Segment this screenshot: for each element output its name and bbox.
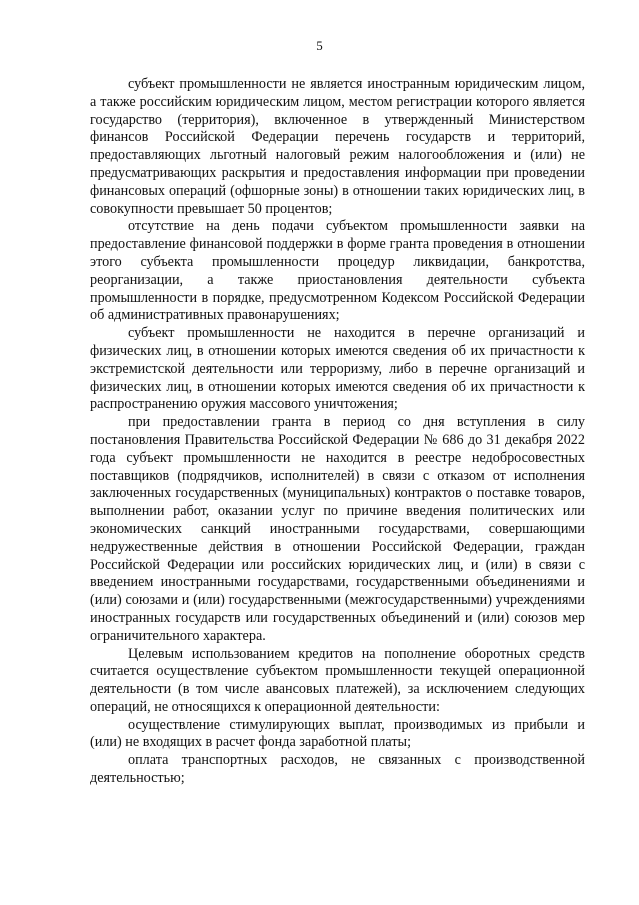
paragraph-foreign-entity-condition: субъект промышленности не является иностранным юридическим лицом, а также российским юридическим лицом, местом регистрации которого является государство (территория), включенное в утвержденный Министерством финансов Российской Федерации перечень государств и территорий, предоставляющих льготный налоговый режим налогообложения и (или) не предусматривающих раскрытия и предоставления информации при проведении финансовых операций (офшорные зоны) в отношении таких юридических лиц, в совокупности превышает 50 процентов;: [90, 76, 585, 217]
paragraph-loan-target-use: Целевым использованием кредитов на пополнение оборотных средств считается осуществление субъектом промышленности текущей операционной деятельности (в том числе авансовых платежей), за исключением следующих операций, не относящихся к операционной деятельности:: [90, 645, 585, 715]
paragraph-unreliable-suppliers-condition: при предоставлении гранта в период со дня вступления в силу постановления Правительства Российской Федерации № 686 до 31 декабря 2022 года субъект промышленности не находится в реестре недобросовестных поставщиков (подрядчиков, исполнителей) в связи с отказом от исполнения заключенных государственных (муниципальных) контрактов о поставке товаров, выполнении работ, оказании услуг по причине введения политических или экономических санкций иностранными государствами, совершающими недружественные действия в отношении Российской Федерации, граждан Российской Федерации или российских юридических лиц, и (или) в связи с введением иностранными государствами, государственными объединениями и (или) союзами и (или) государственными (межгосударственными) учреждениями иностранных государств или государственных объединений и (или) союзов мер ограничительного характера.: [90, 414, 585, 644]
paragraph-transport-costs: оплата транспортных расходов, не связанных с производственной деятельностью;: [90, 752, 585, 787]
page-number: 5: [316, 38, 323, 53]
document-body: [90, 76, 585, 788]
paragraph-no-extremism-list-condition: субъект промышленности не находится в перечне организаций и физических лиц, в отношении которых имеются сведения об их причастности к экстремистской деятельности или терроризму, либо в перечне организаций и физических лиц, в отношении которых имеются сведения об их причастности к распространению оружия массового уничтожения;: [90, 325, 585, 413]
paragraph-no-liquidation-condition: отсутствие на день подачи субъектом промышленности заявки на предоставление финансовой поддержки в форме гранта проведения в отношении этого субъекта промышленности процедур ликвидации, банкротства, реорганизации, а также приостановления деятельности субъекта промышленности в порядке, предусмотренном Кодексом Российской Федерации об административных правонарушениях;: [90, 218, 585, 324]
paragraph-incentive-payments: осуществление стимулирующих выплат, производимых из прибыли и (или) не входящих в расчет фонда заработной платы;: [90, 716, 585, 751]
